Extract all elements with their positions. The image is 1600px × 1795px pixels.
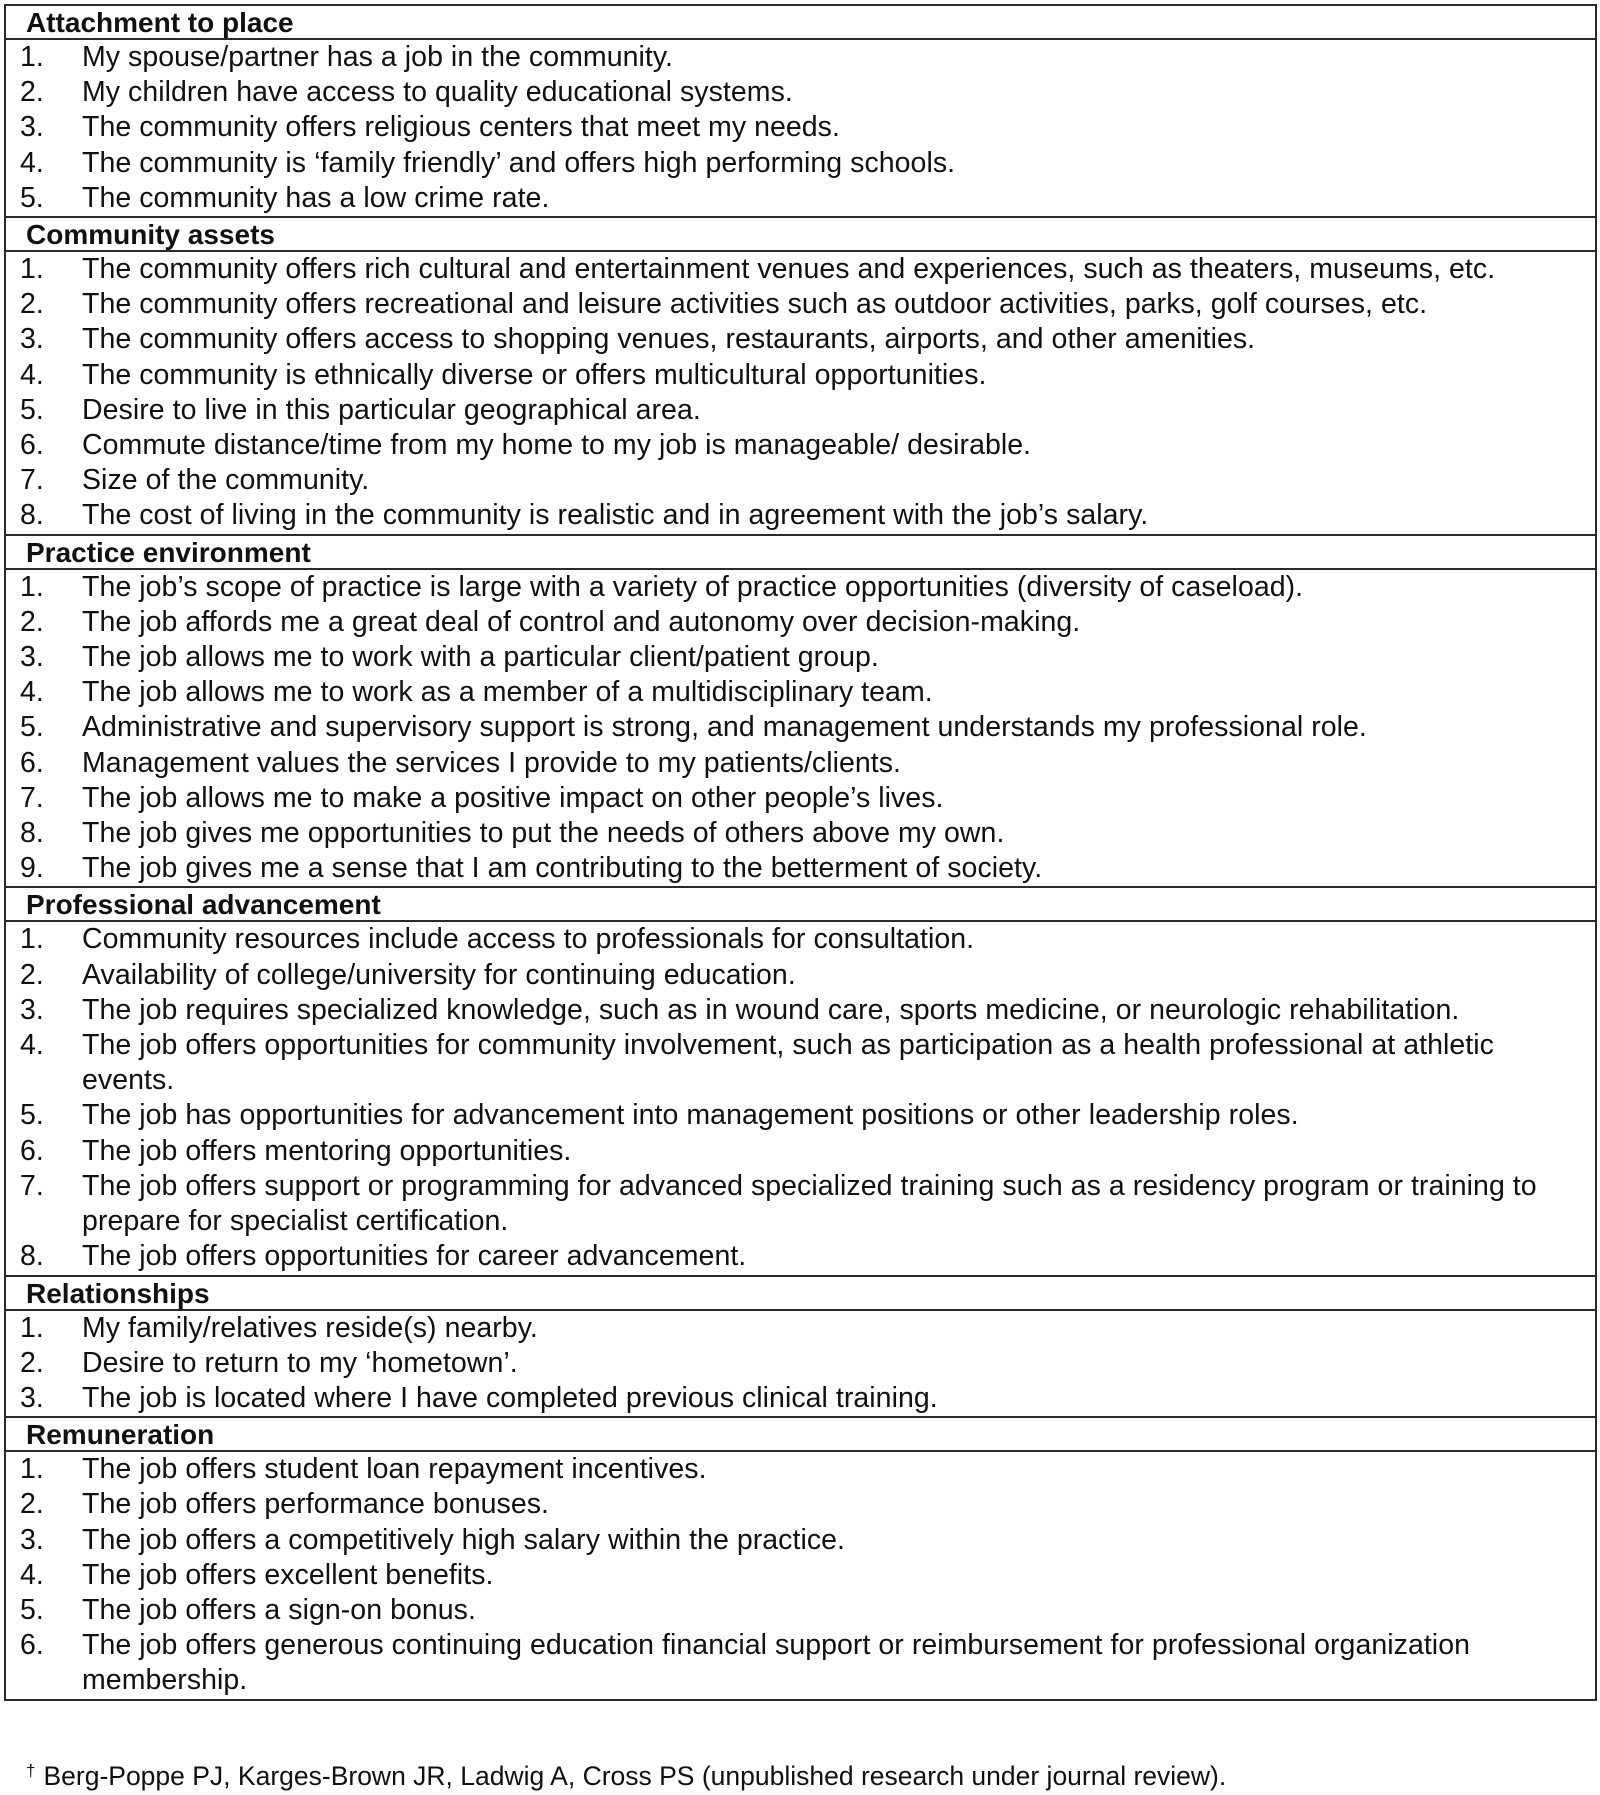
item-number: 9. [20, 852, 44, 885]
list-item [6, 110, 1585, 145]
list-item [6, 1239, 1585, 1274]
factor-table [4, 4, 1597, 1701]
item-text: The job offers opportunities for community involvement, such as participation as a health professional at athletic events. [82, 1029, 1494, 1097]
section-title: Attachment to place [6, 6, 1595, 40]
item-list [6, 922, 1595, 1274]
list-item [6, 1523, 1585, 1558]
item-text: The job offers a sign-on bonus. [82, 1593, 476, 1626]
list-item [6, 1487, 1585, 1522]
item-number: 4. [20, 358, 44, 391]
item-text: The job allows me to work as a member of a multidisciplinary team. [82, 676, 933, 709]
item-number: 1. [20, 570, 44, 603]
item-number: 2. [20, 958, 44, 991]
item-text: The job offers excellent benefits. [82, 1558, 494, 1591]
item-text: Desire to live in this particular geographical area. [82, 393, 701, 426]
item-number: 7. [20, 781, 44, 814]
list-item [6, 1028, 1585, 1098]
item-text: Desire to return to my ‘hometown’. [82, 1346, 518, 1379]
item-number: 3. [20, 111, 44, 144]
section [4, 534, 1597, 887]
item-text: The cost of living in the community is realistic and in agreement with the job’s salary. [82, 499, 1149, 532]
item-number: 3. [20, 1381, 44, 1414]
item-number: 4. [20, 1558, 44, 1591]
section [4, 4, 1597, 216]
footnote-marker: † [26, 1761, 36, 1780]
item-text: The job allows me to make a positive impact on other people’s lives. [82, 781, 944, 814]
list-item [6, 1381, 1585, 1416]
item-text: The community offers recreational and leisure activities such as outdoor activities, parks, golf courses, etc. [82, 288, 1428, 321]
item-number: 6. [20, 1629, 44, 1662]
item-number: 3. [20, 993, 44, 1026]
section [4, 216, 1597, 534]
item-text: My family/relatives reside(s) nearby. [82, 1311, 538, 1344]
item-number: 8. [20, 1240, 44, 1273]
list-item [6, 75, 1585, 110]
list-item [6, 1346, 1585, 1381]
item-text: The job offers generous continuing education financial support or reimbursement for professional organization membership. [82, 1629, 1470, 1697]
item-number: 2. [20, 1488, 44, 1521]
item-text: The job allows me to work with a particular client/patient group. [82, 641, 879, 674]
item-text: The job is located where I have completed previous clinical training. [82, 1381, 938, 1414]
list-item [6, 393, 1585, 428]
item-number: 8. [20, 817, 44, 850]
item-number: 2. [20, 605, 44, 638]
item-text: Management values the services I provide to my patients/clients. [82, 746, 902, 779]
item-text: The job offers student loan repayment incentives. [82, 1453, 707, 1486]
list-item [6, 1628, 1585, 1698]
item-number: 2. [20, 1346, 44, 1379]
item-text: The job offers support or programming for advanced specialized training such as a residency program or training to prepare for specialist certification. [82, 1169, 1537, 1238]
list-item [6, 1558, 1585, 1593]
item-text: The job affords me a great deal of control and autonomy over decision-making. [82, 605, 1081, 638]
list-item [6, 358, 1585, 393]
list-item [6, 922, 1585, 957]
list-item [6, 1452, 1585, 1487]
item-number: 5. [20, 1099, 44, 1132]
item-number: 4. [20, 676, 44, 709]
list-item [6, 710, 1585, 745]
list-item [6, 498, 1585, 533]
item-text: The job gives me a sense that I am contributing to the betterment of society. [82, 852, 1043, 885]
item-number: 8. [20, 499, 44, 532]
item-text: Administrative and supervisory support is strong, and management understands my professional role. [82, 711, 1367, 744]
item-text: The community has a low crime rate. [82, 181, 550, 214]
item-list [6, 1311, 1595, 1417]
item-text: Commute distance/time from my home to my job is manageable/ desirable. [82, 429, 1032, 462]
item-number: 2. [20, 288, 44, 321]
section-title: Practice environment [6, 536, 1595, 570]
section-title: Remuneration [6, 1418, 1595, 1452]
item-text: The community offers access to shopping venues, restaurants, airports, and other amenities. [82, 323, 1256, 356]
item-text: The job requires specialized knowledge, such as in wound care, sports medicine, or neurologic rehabilitation. [82, 993, 1460, 1026]
item-number: 1. [20, 923, 44, 956]
list-item [6, 1098, 1585, 1133]
list-item [6, 428, 1585, 463]
item-number: 5. [20, 181, 44, 214]
list-item [6, 640, 1585, 675]
item-number: 5. [20, 1593, 44, 1626]
section-title: Community assets [6, 218, 1595, 252]
list-item [6, 322, 1585, 357]
list-item [6, 287, 1585, 322]
item-text: The job gives me opportunities to put the needs of others above my own. [82, 817, 1005, 850]
item-text: The community offers religious centers that meet my needs. [82, 111, 840, 144]
list-item [6, 570, 1585, 605]
item-text: My children have access to quality educational systems. [82, 76, 793, 109]
item-number: 1. [20, 1453, 44, 1486]
item-number: 6. [20, 429, 44, 462]
item-text: Community resources include access to professionals for consultation. [82, 923, 975, 956]
item-text: The community offers rich cultural and entertainment venues and experiences, such as theaters, museums, etc. [82, 253, 1496, 286]
item-number: 3. [20, 641, 44, 674]
list-item [6, 993, 1585, 1028]
item-number: 3. [20, 323, 44, 356]
item-list [6, 40, 1595, 216]
item-list [6, 570, 1595, 887]
item-text: The job offers mentoring opportunities. [82, 1134, 572, 1167]
list-item [6, 958, 1585, 993]
list-item [6, 1593, 1585, 1628]
item-number: 5. [20, 393, 44, 426]
footnote [26, 1759, 1226, 1793]
list-item [6, 746, 1585, 781]
item-list [6, 252, 1595, 534]
item-number: 1. [20, 253, 44, 286]
list-item [6, 463, 1585, 498]
item-number: 4. [20, 146, 44, 179]
item-text: The job’s scope of practice is large with a variety of practice opportunities (diversity of caseload). [82, 570, 1304, 603]
item-number: 3. [20, 1523, 44, 1556]
section-title: Relationships [6, 1277, 1595, 1311]
list-item [6, 781, 1585, 816]
list-item [6, 851, 1585, 886]
list-item [6, 146, 1585, 181]
item-number: 5. [20, 711, 44, 744]
section [4, 1416, 1597, 1700]
item-list [6, 1452, 1595, 1698]
list-item [6, 181, 1585, 216]
item-text: Size of the community. [82, 464, 370, 497]
item-text: The job offers a competitively high salary within the practice. [82, 1523, 845, 1556]
list-item [6, 40, 1585, 75]
section [4, 1275, 1597, 1417]
item-text: The community is ‘family friendly’ and offers high performing schools. [82, 146, 956, 179]
section [4, 886, 1597, 1274]
item-number: 6. [20, 746, 44, 779]
item-number: 2. [20, 76, 44, 109]
item-number: 1. [20, 41, 44, 73]
item-text: The job offers performance bonuses. [82, 1488, 549, 1521]
list-item [6, 675, 1585, 710]
item-number: 4. [20, 1029, 44, 1062]
list-item [6, 605, 1585, 640]
section-title: Professional advancement [6, 888, 1595, 922]
footnote-text: Berg-Poppe PJ, Karges-Brown JR, Ladwig A, Cross PS (unpublished research under journal review). [43, 1761, 1227, 1791]
list-item [6, 252, 1585, 287]
list-item [6, 816, 1585, 851]
list-item [6, 1134, 1585, 1169]
list-item [6, 1311, 1585, 1346]
item-number: 6. [20, 1134, 44, 1167]
item-number: 7. [20, 464, 44, 497]
list-item [6, 1169, 1585, 1239]
item-number: 7. [20, 1169, 44, 1202]
item-text: The community is ethnically diverse or offers multicultural opportunities. [82, 358, 987, 391]
item-number: 1. [20, 1311, 44, 1344]
item-text: My spouse/partner has a job in the community. [82, 41, 674, 73]
item-text: The job has opportunities for advancement into management positions or other leadership roles. [82, 1099, 1299, 1132]
item-text: The job offers opportunities for career advancement. [82, 1240, 747, 1273]
item-text: Availability of college/university for continuing education. [82, 958, 796, 991]
